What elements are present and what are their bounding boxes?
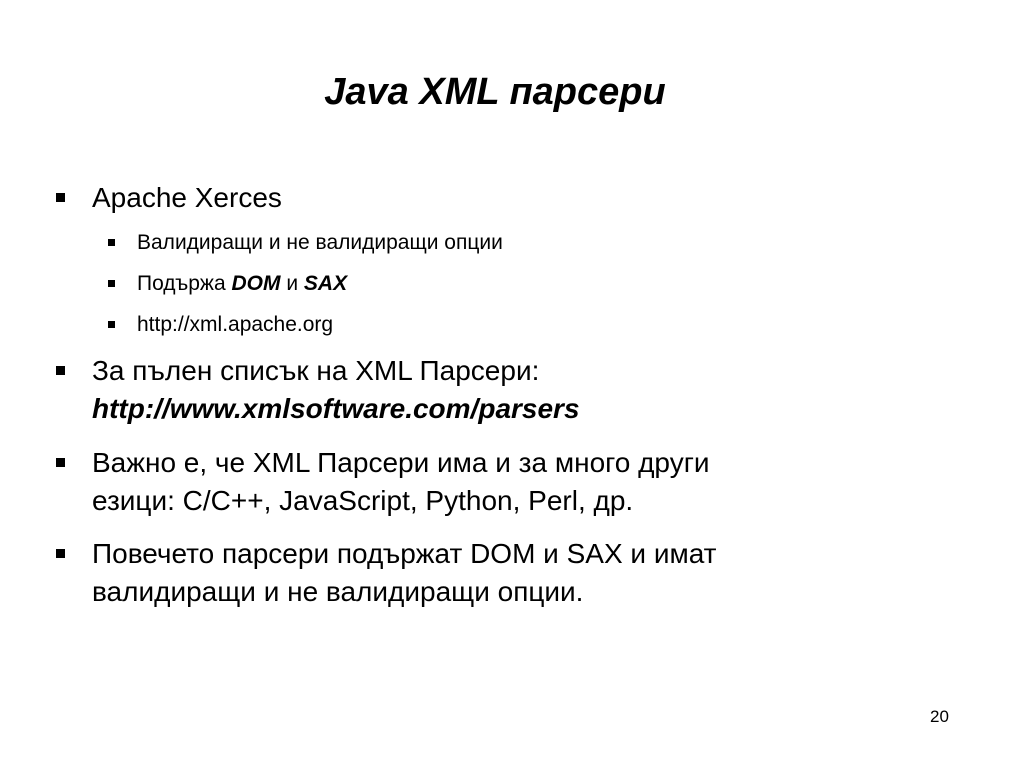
bullet-line-2: валидиращи и не валидиращи опции.: [92, 576, 584, 607]
sub-bullet-xerces-url: [137, 310, 937, 340]
sax-term: SAX: [303, 272, 348, 295]
sub-bullet-text-prefix: Подържа: [137, 272, 232, 295]
sub-bullet-text: Валидиращи и не валидиращи опции: [137, 231, 503, 254]
page-number: 20: [930, 707, 949, 726]
bullet-dom-sax-parsers: [92, 535, 952, 611]
sub-bullet-text-conjunction: и: [280, 272, 304, 295]
bullet-other-languages: [92, 444, 952, 520]
dom-term: DOM: [231, 272, 281, 295]
square-bullet-icon: [108, 280, 115, 287]
square-bullet-icon: [56, 549, 65, 558]
sub-bullet-validation-options: [137, 228, 937, 258]
square-bullet-icon: [56, 366, 65, 375]
bullet-parser-list: [92, 352, 952, 428]
square-bullet-icon: [56, 193, 65, 202]
square-bullet-icon: [108, 321, 115, 328]
slide-title: Java XML парсери: [324, 71, 666, 113]
bullet-line-2: езици: C/C++, JavaScript, Python, Perl, др.: [92, 485, 634, 516]
bullet-apache-xerces: [92, 179, 952, 217]
parser-list-url: http://www.xmlsoftware.com/parsers: [92, 393, 580, 424]
bullet-line-1: За пълен списък на XML Парсери:: [92, 355, 540, 386]
bullet-line-1: Повечето парсери подържат DOM и SAX и имат: [92, 538, 717, 569]
square-bullet-icon: [108, 239, 115, 246]
sub-bullet-dom-sax-support: [137, 269, 937, 299]
xerces-url-text: http://xml.apache.org: [137, 313, 334, 336]
bullet-line-1: Важно е, че XML Парсери има и за много други: [92, 447, 710, 478]
bullet-text: Apache Xerces: [92, 182, 282, 213]
square-bullet-icon: [56, 458, 65, 467]
